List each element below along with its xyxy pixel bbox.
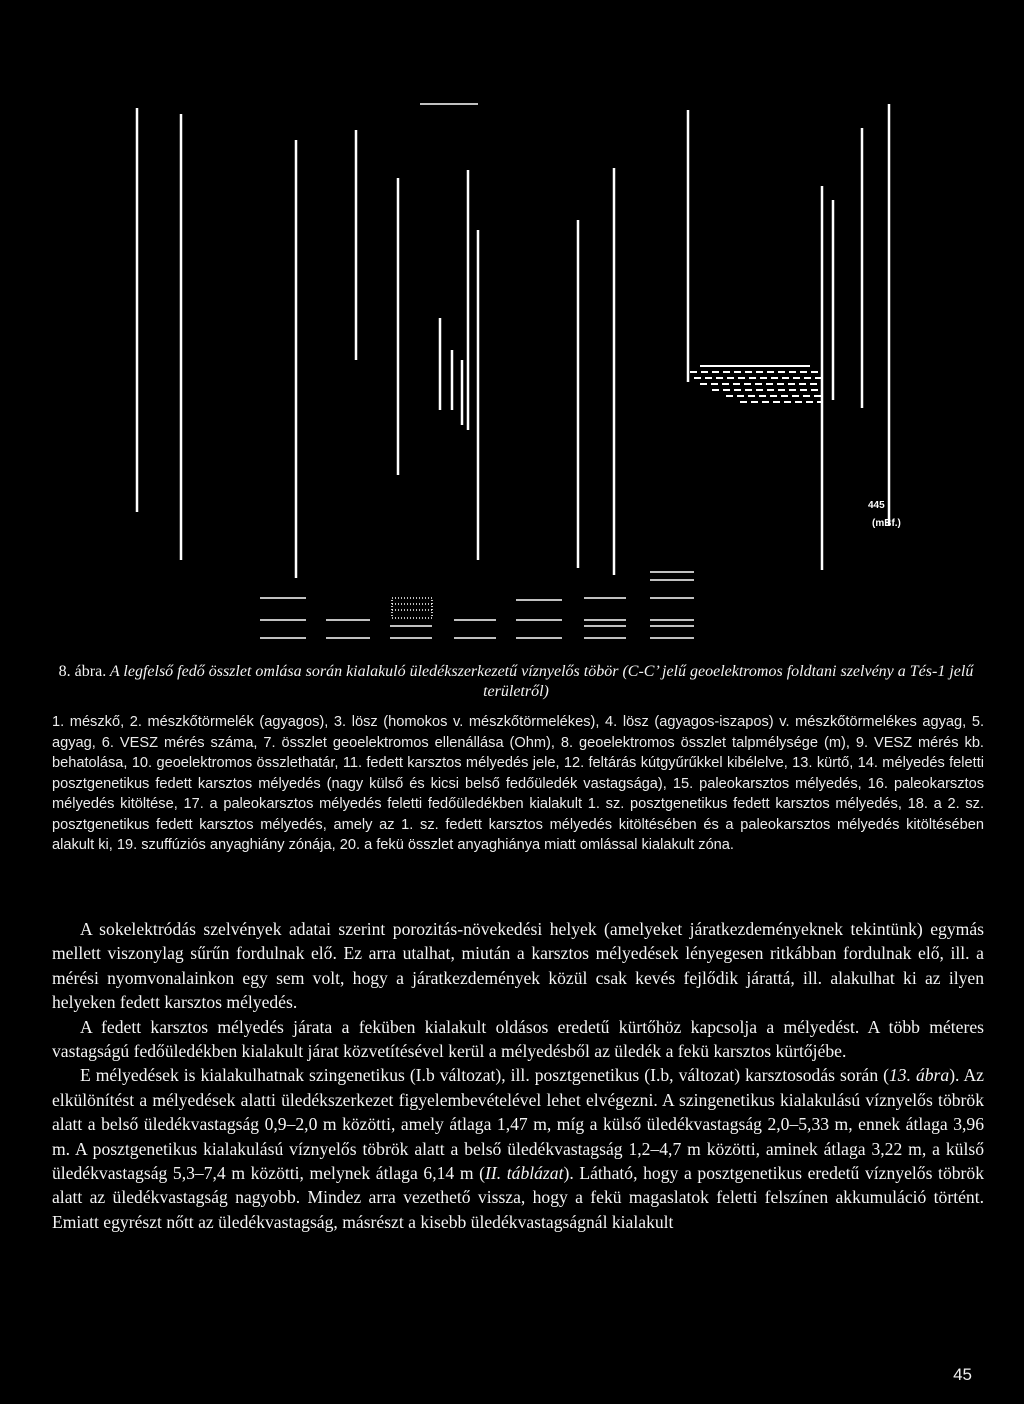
figure-title: A legfelső fedő összlet omlása során kialakuló üledékszerkezetű víznyelős töbör (C-C’ jelű geoelektromos foldtani szelvény a Tés-1 jelű területről) bbox=[109, 663, 974, 700]
figure-label: 8. ábra. bbox=[58, 663, 107, 680]
paragraph-1: A sokelektródás szelvények adatai szerint porozitás-növekedési helyek (amelyeket járatkezdeményeknek tekintünk) egymás mellett viszonylag sűrűn fordulnak elő. Ez arra utalhat, miután a karsztos mélyedések lényegesen ritkábban fordulnak elő, ill. a mérési nyomvonalainkon egy sem volt, hogy a járatkezdemények közül csak kevés fejlődik járattá, ill. alakulhat ki az ilyen helyeken fedett karsztos mélyedés. bbox=[52, 919, 984, 1013]
legend-swatches bbox=[260, 572, 694, 638]
legend-swatch-3 bbox=[390, 598, 432, 638]
vesz-sounding-lines bbox=[137, 104, 889, 578]
table-reference: II. táblázat bbox=[485, 1163, 564, 1184]
paragraph-2: A fedett karsztos mélyedés járata a feküben kialakult oldásos eredetű kürtőhöz kapcsolja a mélyedést. A több méteres vastagságú fedőüledékben kialakult járat közvetítésével kerül a mélyedésből az üledék a fekü karsztos kürtőjébe. bbox=[52, 1016, 984, 1062]
legend-swatch-6 bbox=[584, 598, 626, 638]
paragraph-3-start: E mélyedések is kialakulhatnak szingenetikus (I.b változat), ill. posztgenetikus (I.b, változat) karsztosodás során ( bbox=[80, 1065, 889, 1086]
legend-swatch-1 bbox=[260, 598, 306, 638]
paragraph-3-end: ). Látható, hogy a posztgenetikus eredetű víznyelős töbrök alatt az üledékvastagság nagyobb. Mindez arra vezethető vissza, hogy a fekü magaslatok feletti felszínen akkumuláció történt. Emiatt egyrészt nőtt az üledékvastagság, másrészt a kisebb üledékvastagságnál kialakult bbox=[52, 1163, 984, 1232]
figure-legend-text: 1. mészkő, 2. mészkőtörmelék (agyagos), 3. lösz (homokos v. mészkőtörmelékes), 4. lösz (agyagos-iszapos) v. mészkőtörmelékes agyag, 5. agyag, 6. VESZ mérés száma, 7. összlet geoelektromos ellenállása (Ohm), 8. geoelektromos összlet talpmélysége (m), 9. VESZ mérés kb. behatolása, 10. geoelektromos összlethatár, 11. fedett karsztos mélyedés jele, 12. feltárás kútgyűrűkkel kibélelve, 13. kürtő, 14. mélyedés feletti posztgenetikus fedett karsztos mélyedés (nagy külső és kicsi belső fedőüledék vastagsága), 15. paleokarsztos mélyedés, 16. paleokarsztos mélyedés kitöltése, 17. a paleokarsztos mélyedés feletti fedőüledékben kialakult 1. sz. posztgenetikus fedett karsztos mélyedés, 18. a 2. sz. posztgenetikus fedett karsztos mélyedés, amely az 1. sz. fedett karsztos mélyedés kitöltésében és a paleokarsztos mélyedés kitöltésében alakult ki, 19. szuffúziós anyaghiány zónája, 20. a fekü összlet anyaghiánya miatt omlással kialakult zóna. bbox=[52, 714, 984, 853]
figure-caption bbox=[52, 662, 980, 702]
elevation-value: 445 bbox=[868, 500, 885, 511]
legend-swatch-7 bbox=[650, 572, 694, 638]
body-text bbox=[52, 917, 984, 1234]
geoelectric-section-figure bbox=[0, 0, 1024, 650]
paragraph-3-mid: ). Az elkülönítést a mélyedések alatti üledékszerkezet figyelembevételével lehet elvégezni. A szingenetikus kialakulású víznyelős töbrök alatt a belső üledékvastagság 0,9–2,0 m közötti, amely átlaga 1,47 m, míg a külső üledékvastagság 2,0–5,33 m, ennek átlaga 3,96 m. A posztgenetikus kialakulású víznyelős töbrök alatt a belső üledékvastagság 1,2–4,7 m közötti, aminek átlaga 3,22 m, a külső üledékvastagság 5,3–7,4 m közötti, melynek átlaga 6,14 m ( bbox=[52, 1065, 984, 1184]
legend-swatch-4 bbox=[454, 620, 496, 638]
paragraph-3 bbox=[52, 1063, 984, 1234]
collapse-zone-hatching bbox=[690, 366, 822, 402]
legend-swatch-2 bbox=[326, 620, 370, 638]
page-number: 45 bbox=[953, 1365, 972, 1384]
figure-reference: 13. ábra bbox=[888, 1065, 950, 1086]
elevation-unit: (mBf.) bbox=[872, 518, 901, 529]
legend-swatch-5 bbox=[516, 600, 562, 638]
